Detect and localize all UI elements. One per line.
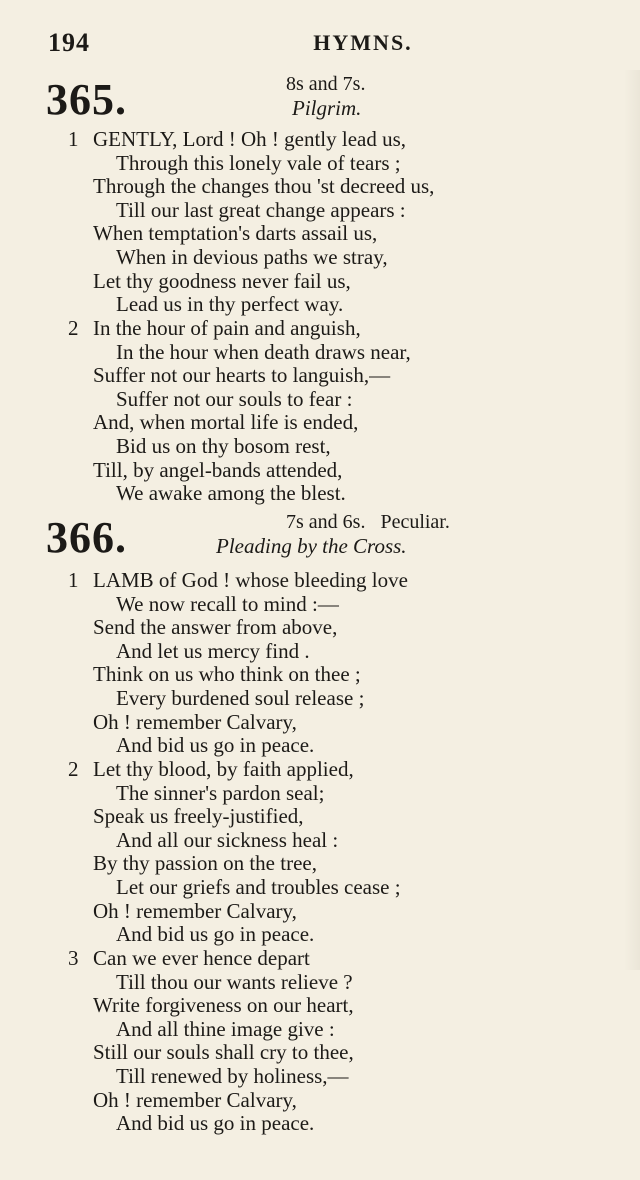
verse-line: When temptation's darts assail us, — [93, 221, 378, 246]
page-number: 194 — [48, 28, 90, 57]
verse-line: And bid us go in peace. — [116, 922, 315, 947]
verse-line: By thy passion on the tree, — [93, 851, 317, 876]
verse-line: Till renewed by holiness,— — [116, 1063, 349, 1088]
verse — [68, 317, 628, 506]
verse-line: Till thou our wants relieve ? — [116, 969, 353, 994]
verse — [68, 569, 628, 758]
verse-line: Speak us freely-justified, — [93, 804, 304, 829]
verse-line: And all thine image give : — [116, 1016, 335, 1041]
verse-number: 2 — [68, 316, 79, 340]
verse-line: Lead us in thy perfect way. — [116, 292, 344, 317]
verse-line: 3 Can we ever hence depart — [68, 946, 310, 970]
verse-number: 3 — [68, 946, 79, 970]
hymn-meter: 8s and 7s. — [286, 73, 366, 95]
verse-line: Through the changes thou 'st decreed us, — [93, 174, 435, 199]
verse-line: Send the answer from above, — [93, 615, 338, 640]
hymn-number: 366. — [46, 513, 127, 562]
verse-number: 2 — [68, 757, 79, 781]
verse-line: And, when mortal life is ended, — [93, 410, 359, 435]
verse-line: And bid us go in peace. — [116, 1111, 315, 1136]
verse-line: Suffer not our souls to fear : — [116, 386, 353, 411]
verse-line: Bid us on thy bosom rest, — [116, 433, 331, 458]
verse-line: Write forgiveness on our heart, — [93, 993, 354, 1018]
verse-line: 2 In the hour of pain and anguish, — [68, 316, 361, 340]
hymn-tune: Pilgrim. — [292, 96, 362, 120]
verse-number: 1 — [68, 127, 79, 151]
verse-line: Let our griefs and troubles cease ; — [116, 874, 401, 899]
verse-line: And all our sickness heal : — [116, 827, 339, 852]
verse — [68, 758, 628, 947]
verse-line: Oh ! remember Calvary, — [93, 898, 297, 923]
verse-line: Let thy goodness never fail us, — [93, 268, 351, 293]
hymn-number: 365. — [46, 75, 127, 124]
verse-line: Still our souls shall cry to thee, — [93, 1040, 354, 1065]
verse-line: Every burdened soul release ; — [116, 685, 365, 710]
page-header — [48, 28, 608, 58]
hymn-tune: Pleading by the Cross. — [216, 534, 407, 558]
verse-number: 1 — [68, 568, 79, 592]
verse-line: The sinner's pardon seal; — [116, 780, 325, 805]
verse-line: We awake among the blest. — [116, 481, 346, 506]
verse — [68, 128, 628, 317]
verse — [68, 947, 628, 1136]
verse-line: 2 Let thy blood, by faith applied, — [68, 757, 354, 781]
verse-line: Think on us who think on thee ; — [93, 662, 361, 687]
hymn-meter: 7s and 6s. Peculiar. — [286, 511, 450, 533]
verse-line: And let us mercy find . — [116, 638, 310, 663]
verse-line: Till our last great change appears : — [116, 197, 406, 222]
verse-line: Till, by angel-bands attended, — [93, 457, 343, 482]
verse-line: 1 GENTLY, Lord ! Oh ! gently lead us, — [68, 127, 407, 151]
verse-line: Oh ! remember Calvary, — [93, 1087, 297, 1112]
verse-line: We now recall to mind :— — [116, 591, 339, 616]
verse-line: 1 LAMB of God ! whose bleeding love — [68, 568, 408, 592]
verse-line: When in devious paths we stray, — [116, 244, 388, 269]
running-head: HYMNS. — [313, 30, 413, 55]
verse-line: Suffer not our hearts to languish,— — [93, 363, 391, 388]
verse-line: In the hour when death draws near, — [116, 339, 411, 364]
verse-line: Through this lonely vale of tears ; — [116, 150, 401, 175]
verse-line: And bid us go in peace. — [116, 733, 315, 758]
verse-line: Oh ! remember Calvary, — [93, 709, 297, 734]
